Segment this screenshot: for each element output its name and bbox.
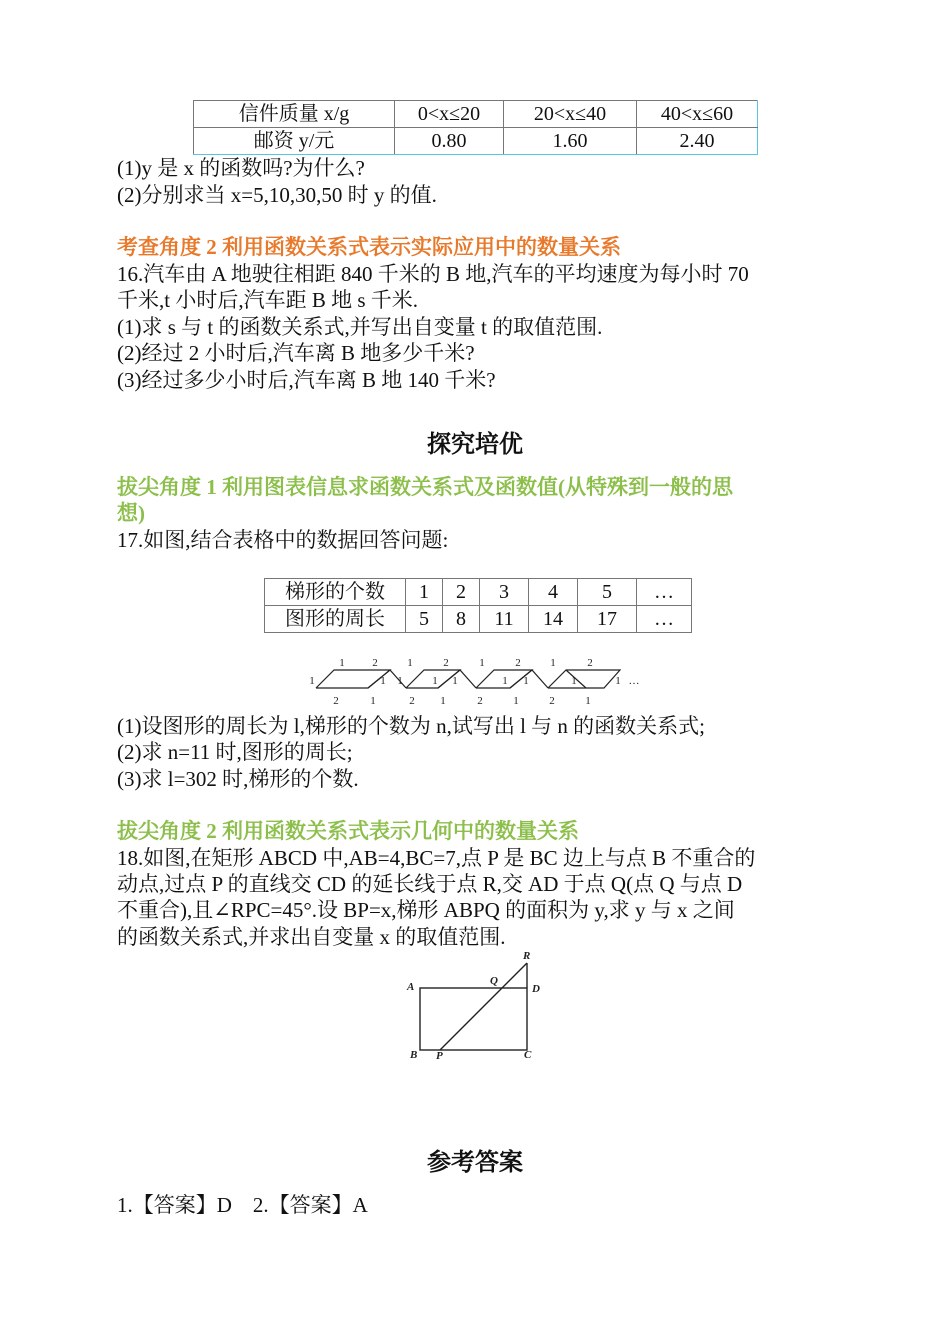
figure-label: 1: [550, 657, 556, 669]
point-label-p: P: [436, 1050, 443, 1062]
heading-top-2: 拔尖角度 2 利用函数关系式表示几何中的数量关系: [117, 819, 579, 843]
figure-label: 1: [479, 657, 485, 669]
answers-title: 参考答案: [427, 1150, 523, 1176]
q18-line1: 18.如图,在矩形 ABCD 中,AB=4,BC=7,点 P 是 BC 边上与点 B 不重合的: [117, 846, 756, 870]
figure-label: 1: [309, 675, 315, 687]
vertex-label-c: C: [524, 1049, 532, 1061]
table-cell: 2: [443, 579, 480, 606]
figure-label: 2: [515, 657, 521, 669]
table-cell: 0<x≤20: [395, 101, 504, 128]
figure-label: 1: [407, 657, 413, 669]
table-cell: …: [637, 579, 692, 606]
table-cell: …: [637, 606, 692, 633]
figure-label: 1: [585, 695, 591, 707]
table-cell: 图形的周长: [265, 606, 406, 633]
table-row: [265, 606, 692, 633]
section-title: 探究培优: [427, 432, 523, 458]
figure-label: 1: [397, 675, 403, 687]
figure-label: 2: [477, 695, 483, 707]
table-row: [265, 579, 692, 606]
figure-label: 1: [523, 675, 529, 687]
rectangle-abcd-figure: [400, 946, 550, 1066]
table-cell: 14: [529, 606, 578, 633]
q16-line1: 16.汽车由 A 地驶往相距 840 千米的 B 地,汽车的平均速度为每小时 70: [117, 262, 749, 286]
q18-line3: 不重合),且∠RPC=45°.设 BP=x,梯形 ABPQ 的面积为 y,求 y 与 x 之间: [117, 898, 735, 922]
table-row: [194, 128, 758, 155]
table-cell: 40<x≤60: [637, 101, 758, 128]
q18-line4: 的函数关系式,并求出自变量 x 的取值范围.: [117, 925, 506, 949]
table-cell: 信件质量 x/g: [194, 101, 395, 128]
table-cell: 17: [578, 606, 637, 633]
point-label-q: Q: [490, 975, 498, 987]
table-cell: 4: [529, 579, 578, 606]
vertex-label-d: D: [532, 983, 540, 995]
q18-line2: 动点,过点 P 的直线交 CD 的延长线于点 R,交 AD 于点 Q(点 Q 与点 D: [117, 872, 743, 896]
figure-label: 1: [339, 657, 345, 669]
figure-label: 2: [409, 695, 415, 707]
figure-label: 1: [571, 675, 577, 687]
figure-label: 1: [380, 675, 386, 687]
figure-label: 2: [372, 657, 378, 669]
figure-label: 1: [615, 675, 621, 687]
q16-part1: (1)求 s 与 t 的函数关系式,并写出自变量 t 的取值范围.: [117, 315, 603, 339]
q17-intro: 17.如图,结合表格中的数据回答问题:: [117, 528, 449, 552]
table-cell: 2.40: [637, 128, 758, 155]
figure-label: 2: [443, 657, 449, 669]
figure-label: 2: [587, 657, 593, 669]
q16-part2: (2)经过 2 小时后,汽车离 B 地多少千米?: [117, 341, 475, 365]
figure-label: …: [628, 675, 640, 687]
figure-label: 1: [513, 695, 519, 707]
table-cell: 5: [578, 579, 637, 606]
q15-part1: (1)y 是 x 的函数吗?为什么?: [117, 156, 365, 180]
q16-part3: (3)经过多少小时后,汽车离 B 地 140 千米?: [117, 368, 496, 392]
table-cell: 1: [406, 579, 443, 606]
vertex-label-b: B: [410, 1049, 418, 1061]
postage-table: [193, 100, 758, 155]
q17-part2: (2)求 n=11 时,图形的周长;: [117, 740, 353, 764]
figure-label: 1: [452, 675, 458, 687]
answers-line: 1.【答案】D 2.【答案】A: [117, 1193, 368, 1217]
table-cell: 1.60: [504, 128, 637, 155]
table-cell: 11: [480, 606, 529, 633]
heading-angle-2: 考查角度 2 利用函数关系式表示实际应用中的数量关系: [117, 235, 621, 259]
figure-label: 1: [370, 695, 376, 707]
figure-label: 1: [440, 695, 446, 707]
q15-part2: (2)分别求当 x=5,10,30,50 时 y 的值.: [117, 183, 437, 207]
heading-top-1-line2: 想): [117, 501, 145, 525]
table-cell: 梯形的个数: [265, 579, 406, 606]
point-label-r: R: [523, 950, 531, 962]
q17-part1: (1)设图形的周长为 l,梯形的个数为 n,试写出 l 与 n 的函数关系式;: [117, 714, 705, 738]
table-cell: 0.80: [395, 128, 504, 155]
table-cell: 5: [406, 606, 443, 633]
q16-line2: 千米,t 小时后,汽车距 B 地 s 千米.: [117, 288, 419, 312]
vertex-label-a: A: [407, 981, 415, 993]
table-cell: 3: [480, 579, 529, 606]
trapezoid-chain-figure: [300, 654, 660, 710]
figure-label: 1: [432, 675, 438, 687]
table-cell: 8: [443, 606, 480, 633]
table-cell: 邮资 y/元: [194, 128, 395, 155]
heading-top-1-line1: 拔尖角度 1 利用图表信息求函数关系式及函数值(从特殊到一般的思: [117, 475, 733, 499]
figure-label: 2: [549, 695, 555, 707]
table-cell: 20<x≤40: [504, 101, 637, 128]
trapezoid-table: [264, 578, 692, 633]
figure-label: 1: [502, 675, 508, 687]
q17-part3: (3)求 l=302 时,梯形的个数.: [117, 767, 359, 791]
figure-label: 2: [333, 695, 339, 707]
table-row: [194, 101, 758, 128]
